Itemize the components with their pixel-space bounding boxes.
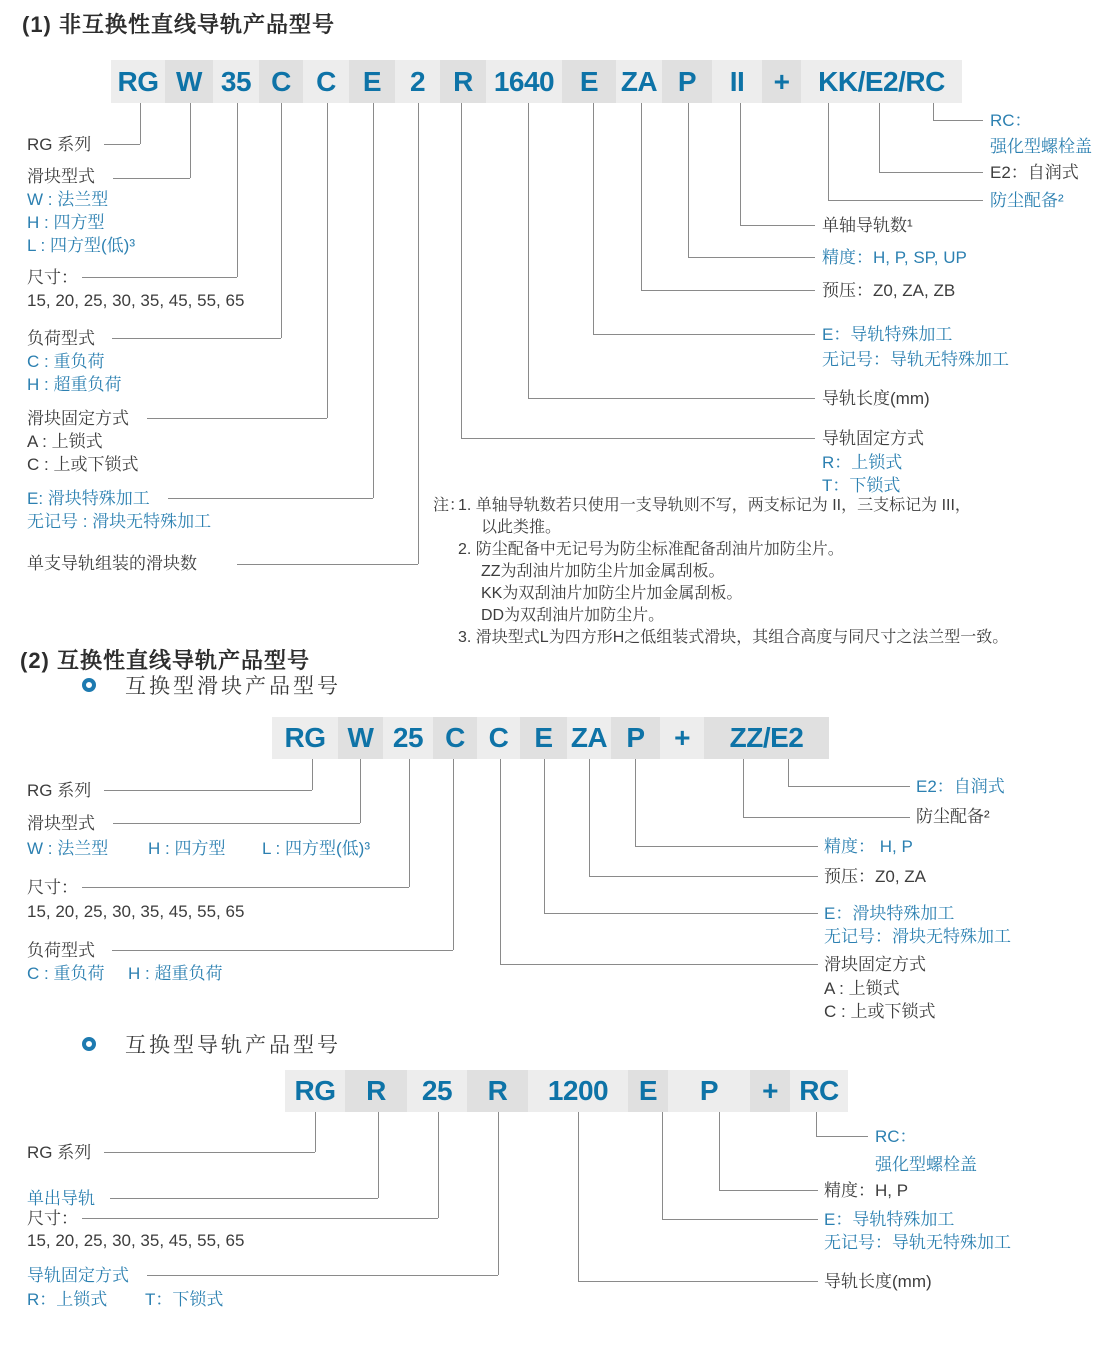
connector-line: [147, 1275, 498, 1276]
connector-line: [816, 1136, 868, 1137]
diagram-label: 无记号：导轨无特殊加工: [822, 350, 1009, 369]
model-segment-za: ZA: [567, 717, 611, 759]
diagram-label: 无记号：导轨无特殊加工: [824, 1233, 1011, 1252]
diagram-label: 预压：Z0, ZA, ZB: [822, 281, 956, 300]
connector-line: [327, 103, 328, 418]
connector-line: [688, 103, 689, 257]
connector-line: [140, 103, 141, 144]
subtitle-text: 互换型导轨产品型号: [125, 1034, 341, 1057]
diagram-label: H : 超重负荷: [27, 375, 122, 394]
note-line: 以此类推。: [481, 519, 562, 536]
diagram-label: L : 四方型(低)³: [262, 839, 370, 858]
model-segment-rg: RG: [111, 60, 165, 103]
diagram-label: 尺寸：: [27, 878, 78, 897]
section-3-subtitle: [82, 1029, 341, 1059]
connector-line: [828, 200, 983, 201]
model-number-strip-1: [111, 60, 962, 103]
diagram-label: 尺寸：: [27, 268, 78, 287]
diagram-label: RC：: [990, 111, 1032, 130]
model-segment-zz-e2: ZZ/E2: [704, 717, 829, 759]
diagram-label: 滑块型式: [27, 167, 95, 186]
model-segment-r: R: [467, 1070, 528, 1112]
connector-line: [461, 103, 462, 438]
diagram-label: 精度： H, P: [824, 837, 913, 856]
model-segment-25: 25: [407, 1070, 467, 1112]
section-2-title: (2) 互换性直线导轨产品型号: [20, 648, 311, 673]
connector-line: [589, 876, 818, 877]
diagram-label: H : 四方型: [148, 839, 226, 858]
connector-line: [110, 1198, 378, 1199]
model-segment-r: R: [440, 60, 486, 103]
model-segment-rg: RG: [272, 717, 338, 759]
diagram-label: E：滑块特殊加工: [824, 904, 955, 923]
connector-line: [418, 103, 419, 564]
connector-line: [788, 759, 789, 786]
diagram-label: E：导轨特殊加工: [822, 325, 953, 344]
connector-line: [544, 759, 545, 913]
model-segment-ii: II: [712, 60, 762, 103]
connector-line: [578, 1281, 818, 1282]
note-line: 注：: [433, 497, 466, 514]
note-line: 2. 防尘配备中无记号为防尘标准配备刮油片加防尘片。: [458, 541, 844, 558]
diagram-label: 预压：Z0, ZA: [824, 867, 927, 886]
diagram-label: 负荷型式: [27, 941, 95, 960]
connector-line: [828, 103, 829, 200]
connector-line: [593, 103, 594, 334]
diagram-label: 15, 20, 25, 30, 35, 45, 55, 65: [27, 1231, 245, 1250]
connector-line: [82, 1218, 438, 1219]
model-segment-kk-e2-rc: KK/E2/RC: [801, 60, 962, 103]
diagram-label: 导轨固定方式: [822, 429, 924, 448]
model-segment-w: W: [165, 60, 213, 103]
diagram-label: 滑块固定方式: [27, 409, 129, 428]
connector-line: [879, 103, 880, 172]
diagram-label: 导轨固定方式: [27, 1266, 129, 1285]
connector-line: [113, 823, 360, 824]
connector-line: [589, 759, 590, 876]
model-segment-rc: RC: [790, 1070, 848, 1112]
diagram-label: 无记号 : 滑块无特殊加工: [27, 512, 212, 531]
diagram-label: 单轴导轨数¹: [822, 216, 913, 235]
connector-line: [237, 564, 418, 565]
model-segment-c: C: [477, 717, 520, 759]
connector-line: [168, 498, 373, 499]
diagram-label: E: 滑块特殊加工: [27, 489, 150, 508]
connector-line: [82, 277, 237, 278]
diagram-label: H : 四方型: [27, 213, 105, 232]
diagram-label: 强化型螺栓盖: [875, 1155, 977, 1174]
connector-line: [453, 759, 454, 950]
connector-line: [281, 103, 282, 338]
connector-line: [662, 1112, 663, 1219]
diagram-label: T：下锁式: [822, 476, 901, 495]
diagram-label: C : 上或下锁式: [27, 455, 139, 474]
diagram-label: 精度：H, P, SP, UP: [822, 248, 967, 267]
connector-line: [662, 1219, 818, 1220]
connector-line: [237, 103, 238, 277]
connector-line: [688, 257, 815, 258]
model-segment-e: E: [520, 717, 567, 759]
connector-line: [933, 103, 934, 120]
section-1-title: (1) 非互换性直线导轨产品型号: [22, 12, 336, 37]
connector-line: [933, 120, 983, 121]
connector-line: [461, 438, 815, 439]
diagram-label: 滑块型式: [27, 814, 95, 833]
connector-line: [312, 759, 313, 790]
diagram-label: 防尘配备²: [916, 807, 990, 826]
diagram-label: A : 上锁式: [824, 979, 900, 998]
connector-line: [528, 103, 529, 398]
diagram-label: 负荷型式: [27, 329, 95, 348]
connector-line: [438, 1112, 439, 1218]
model-segment-e: E: [562, 60, 616, 103]
diagram-label: RG 系列: [27, 781, 92, 800]
connector-line: [743, 759, 744, 817]
diagram-label: C : 上或下锁式: [824, 1002, 936, 1021]
diagram-label: E2：自润式: [990, 163, 1079, 182]
diagram-label: 15, 20, 25, 30, 35, 45, 55, 65: [27, 902, 245, 921]
diagram-label: 导轨长度(mm): [824, 1272, 932, 1291]
model-segment-2: 2: [395, 60, 440, 103]
model-segment-w: W: [338, 717, 383, 759]
diagram-label: 单支导轨组装的滑块数: [27, 554, 197, 573]
connector-line: [740, 103, 741, 225]
diagram-label: RG 系列: [27, 135, 92, 154]
diagram-label: R：上锁式: [27, 1290, 108, 1309]
connector-line: [635, 846, 818, 847]
connector-line: [112, 338, 281, 339]
diagram-label: RC：: [875, 1127, 917, 1146]
connector-line: [360, 759, 361, 823]
model-segment-1200: 1200: [528, 1070, 628, 1112]
connector-line: [635, 759, 636, 846]
connector-line: [743, 817, 910, 818]
model-segment-25: 25: [383, 717, 433, 759]
connector-line: [719, 1112, 720, 1190]
model-segment-35: 35: [213, 60, 259, 103]
subtitle-text: 互换型滑块产品型号: [125, 675, 341, 698]
connector-line: [498, 1112, 499, 1275]
model-segment--: +: [660, 717, 704, 759]
connector-line: [816, 1112, 817, 1136]
diagram-label: 尺寸：: [27, 1209, 78, 1228]
model-segment-rg: RG: [285, 1070, 345, 1112]
diagram-label: C : 重负荷: [27, 964, 105, 983]
bullet-icon: [82, 1037, 96, 1051]
note-line: 3. 滑块型式L为四方形H之低组装式滑块，其组合高度与同尺寸之法兰型一致。: [458, 629, 1009, 646]
connector-line: [879, 172, 983, 173]
model-segment-e: E: [349, 60, 395, 103]
diagram-label: E2：自润式: [916, 777, 1005, 796]
diagram-label: 15, 20, 25, 30, 35, 45, 55, 65: [27, 291, 245, 310]
diagram-label: L : 四方型(低)³: [27, 236, 135, 255]
note-line: KK为双刮油片加防尘片加金属刮板。: [481, 585, 743, 602]
connector-line: [315, 1112, 316, 1152]
connector-line: [788, 786, 910, 787]
note-line: 1. 单轴导轨数若只使用一支导轨则不写，两支标记为 II，三支标记为 III，: [458, 497, 971, 514]
connector-line: [578, 1112, 579, 1281]
connector-line: [500, 964, 818, 965]
diagram-label: E：导轨特殊加工: [824, 1210, 955, 1229]
connector-line: [500, 759, 501, 964]
connector-line: [112, 950, 453, 951]
diagram-label: 导轨长度(mm): [822, 389, 930, 408]
connector-line: [104, 790, 312, 791]
model-segment-za: ZA: [616, 60, 662, 103]
diagram-label: 精度：H, P: [824, 1181, 909, 1200]
model-segment-1640: 1640: [486, 60, 562, 103]
diagram-label: W : 法兰型: [27, 190, 109, 209]
model-segment-r: R: [345, 1070, 407, 1112]
diagram-label: 滑块固定方式: [824, 955, 926, 974]
connector-line: [113, 178, 190, 179]
model-segment-e: E: [628, 1070, 668, 1112]
connector-line: [641, 290, 815, 291]
model-segment-p: P: [611, 717, 660, 759]
note-line: DD为双刮油片加防尘片。: [481, 607, 665, 624]
connector-line: [544, 913, 818, 914]
diagram-label: 单出导轨: [27, 1189, 95, 1208]
bullet-icon: [82, 678, 96, 692]
diagram-label: A : 上锁式: [27, 432, 103, 451]
diagram-label: C : 重负荷: [27, 352, 105, 371]
diagram-label: 无记号：滑块无特殊加工: [824, 927, 1011, 946]
model-segment-c: C: [259, 60, 303, 103]
diagram-label: RG 系列: [27, 1143, 92, 1162]
note-line: ZZ为刮油片加防尘片加金属刮板。: [481, 563, 725, 580]
connector-line: [104, 144, 140, 145]
model-number-strip-2: [272, 717, 829, 759]
connector-line: [740, 225, 815, 226]
diagram-label: H : 超重负荷: [128, 964, 223, 983]
model-segment-p: P: [662, 60, 712, 103]
connector-line: [104, 1152, 315, 1153]
diagram-label: T：下锁式: [145, 1290, 224, 1309]
connector-line: [641, 103, 642, 290]
connector-line: [593, 334, 815, 335]
connector-line: [373, 103, 374, 498]
model-segment-p: P: [668, 1070, 750, 1112]
diagram-label: R：上锁式: [822, 453, 903, 472]
diagram-label: 防尘配备²: [990, 191, 1064, 210]
diagram-label: 强化型螺栓盖: [990, 137, 1092, 156]
model-segment--: +: [750, 1070, 790, 1112]
connector-line: [190, 103, 191, 178]
connector-line: [147, 418, 327, 419]
connector-line: [528, 398, 815, 399]
model-segment-c: C: [433, 717, 477, 759]
connector-line: [82, 887, 409, 888]
diagram-label: W : 法兰型: [27, 839, 109, 858]
connector-line: [378, 1112, 379, 1198]
connector-line: [409, 759, 410, 887]
connector-line: [719, 1190, 818, 1191]
model-segment--: +: [762, 60, 801, 103]
model-segment-c: C: [303, 60, 349, 103]
model-number-strip-3: [285, 1070, 848, 1112]
section-2-subtitle: [82, 670, 341, 700]
